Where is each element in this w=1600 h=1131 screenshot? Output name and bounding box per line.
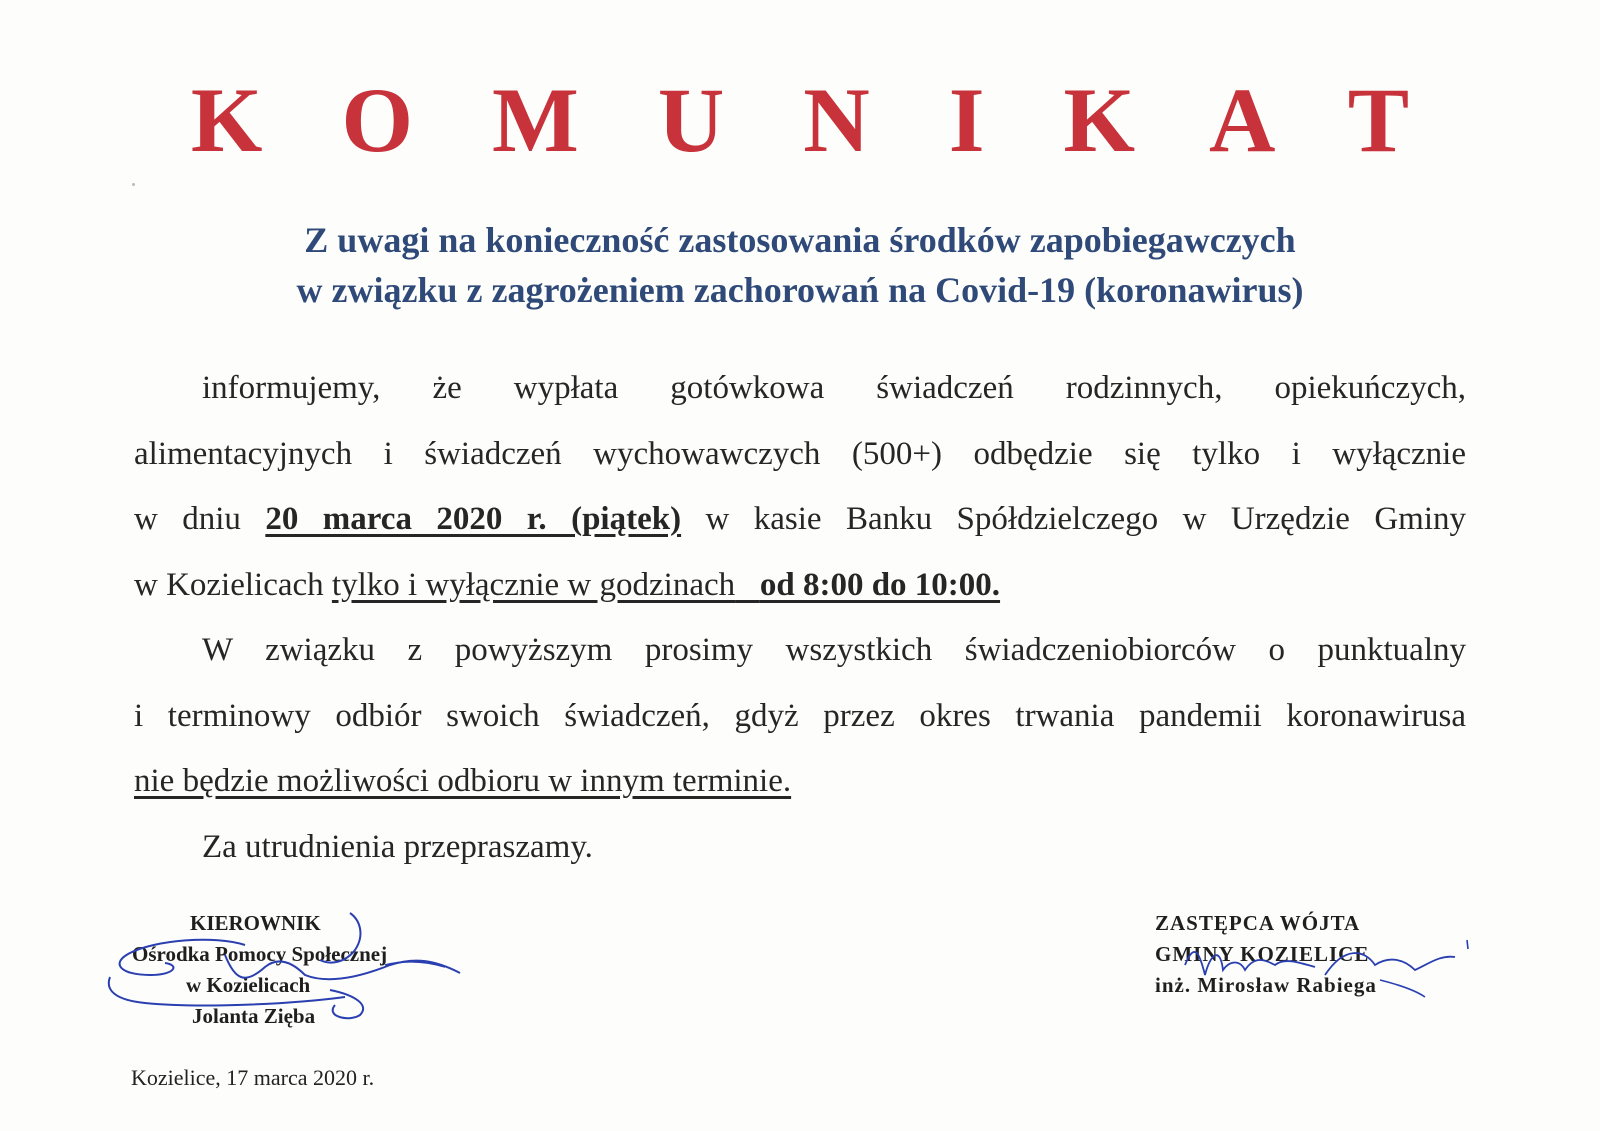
paragraph-2-line-3 [134,749,1466,815]
signature-right-office: GMINY KOZIELICE [1155,942,1370,966]
signature-left-name: Jolanta Zięba [192,1004,316,1028]
paragraph-1 [134,356,1466,618]
paragraph-2-line-1: W związku z powyższym prosimy wszystkich świadczeniobiorców o punktualny [202,632,1466,668]
subtitle-line-1: Z uwagi na konieczność zastosowania środków zapobiegawczych [304,220,1296,260]
hours-notice [332,567,1000,603]
paragraph-3 [134,815,1466,881]
line-text: w Kozielicach [134,566,332,603]
line-text: w dniu [134,501,266,537]
line-text: tylko i wyłącznie w godzinach [331,566,736,603]
document-body [134,356,1466,880]
line-text: w kasie Banku Spółdzielczego w Urzędzie Gminy [681,501,1466,537]
paragraph-1-line-3 [134,487,1466,553]
signature-right-name: inż. Mirosław Rabiega [1155,973,1377,997]
signature-left-role: KIEROWNIK [190,911,321,935]
paragraph-2 [134,618,1466,815]
subtitle-line-2: w związku z zagrożeniem zachorowań na Covid-19 (koronawirus) [296,270,1304,310]
paragraph-2-line-2: i terminowy odbiór swoich świadczeń, gdyż przez okres trwania pandemii koronawirusa [134,697,1466,734]
paragraph-1-line-2: alimentacyjnych i świadczeń wychowawczych (500+) odbędzie się tylko i wyłącznie [134,435,1466,472]
signature-right-role: ZASTĘPCA WÓJTA [1155,911,1361,935]
no-other-date-notice: nie będzie możliwości odbioru w innym terminie. [134,763,792,799]
document-title: K O M U N I K A T [190,69,1438,171]
place-and-date: Kozielice, 17 marca 2020 r. [131,1065,375,1090]
paragraph-1-line-1: informujemy, że wypłata gotówkowa świadczeń rodzinnych, opiekuńczych, [202,370,1466,406]
signature-block-right [1155,908,1455,1001]
apology-line: Za utrudnienia przepraszamy. [202,828,593,865]
payout-hours: od 8:00 do 10:00. [759,566,1001,603]
signature-left-place: w Kozielicach [186,973,311,997]
signature-block-left [130,908,470,1032]
paragraph-1-line-4 [134,553,1466,619]
signature-left-office: Ośrodka Pomocy Społecznej [132,942,388,966]
scan-speck [132,183,135,186]
document-subtitle [0,215,1600,315]
payout-date: 20 marca 2020 r. (piątek) [265,501,682,537]
